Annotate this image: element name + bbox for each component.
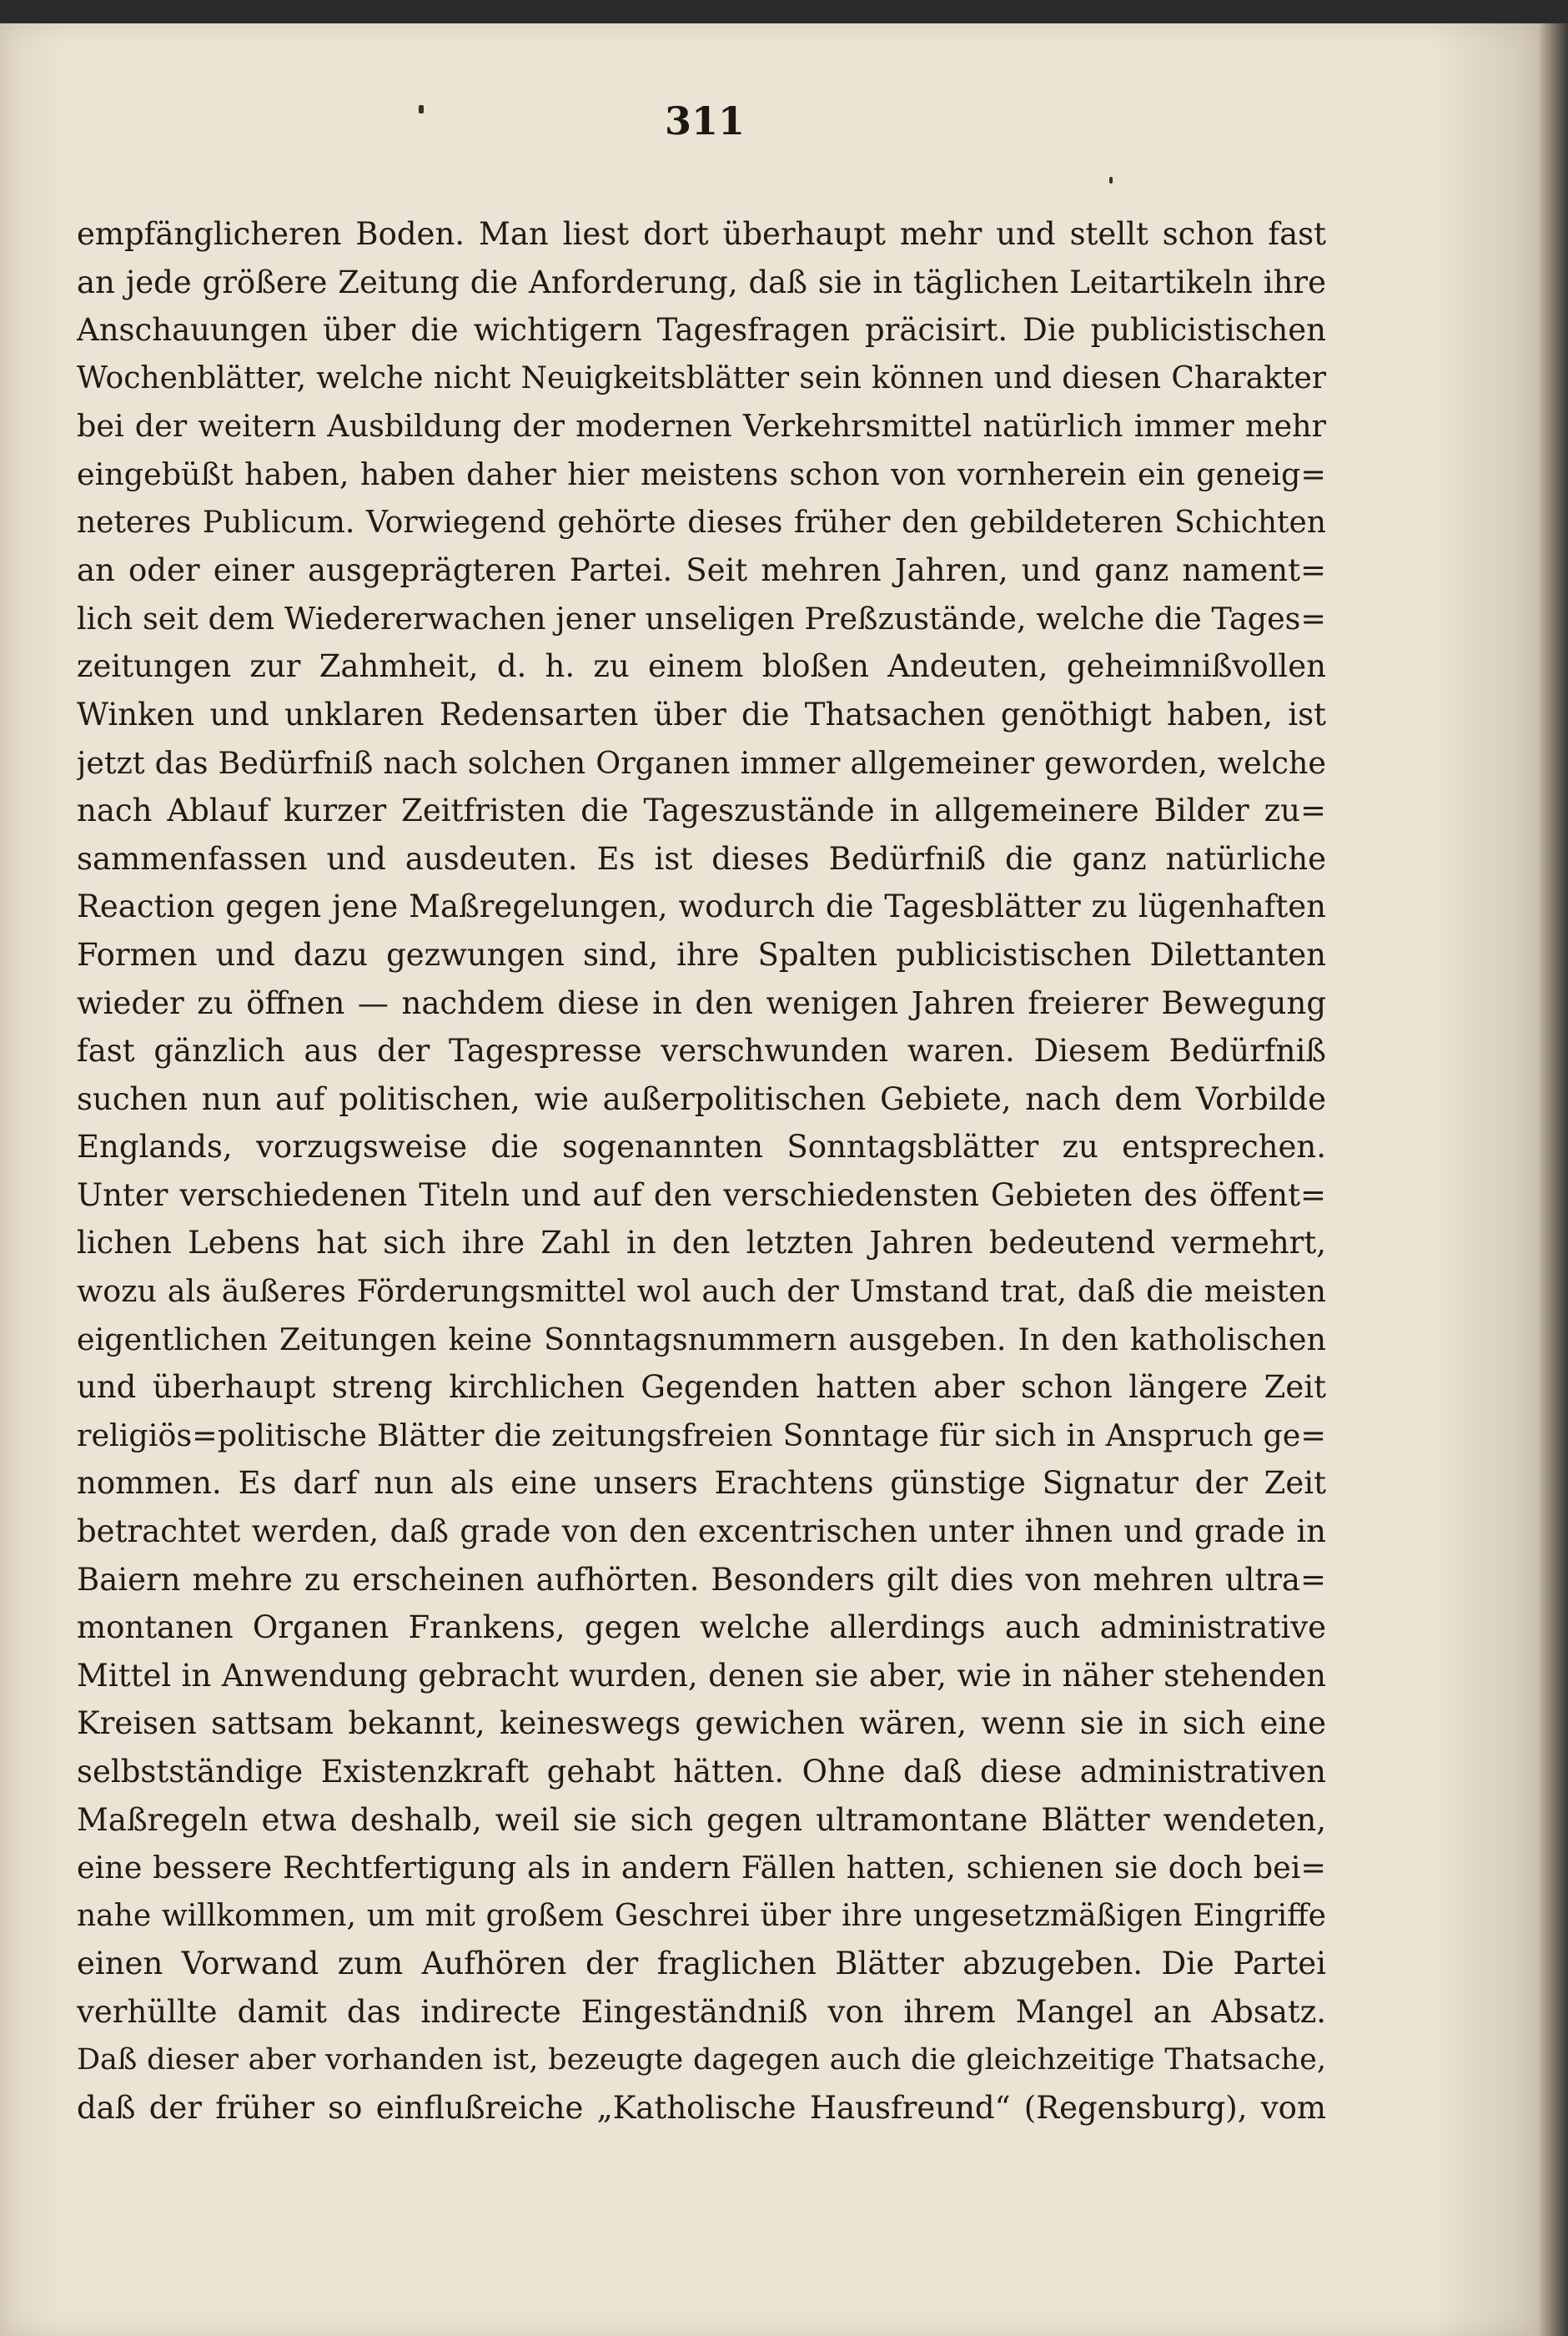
text-line: daß der früher so einflußreiche „Katholische Hausfreund“ (Regensburg), vom [77, 2090, 1326, 2127]
text-line: Unter verschiedenen Titeln und auf den verschiedensten Gebieten des öffent= [77, 1176, 1326, 1213]
text-line: wieder zu öffnen — nachdem diese in den wenigen Jahren freierer Bewegung [77, 984, 1326, 1021]
text-line: wozu als äußeres Förderungsmittel wol auch der Umstand trat, daß die meisten [77, 1273, 1326, 1310]
text-line: neteres Publicum. Vorwiegend gehörte dieses früher den gebildeteren Schichten [77, 505, 1326, 540]
text-line: sammenfassen und ausdeuten. Es ist dieses Bedürfniß die ganz natürliche [77, 840, 1326, 877]
text-line: Englands, vorzugsweise die sogenannten Sonntagsblätter zu entsprechen. [77, 1129, 1326, 1165]
text-line: religiös=politische Blätter die zeitungsfreien Sonntage für sich in Anspruch ge= [77, 1417, 1326, 1453]
text-line: nommen. Es darf nun als eine unsers Erachtens günstige Signatur der Zeit [77, 1465, 1326, 1502]
text-line: jetzt das Bedürfniß nach solchen Organen immer allgemeiner geworden, welche [77, 744, 1326, 781]
text-line: Winken und unklaren Redensarten über die Thatsachen genöthigt haben, ist [77, 696, 1326, 733]
text-line: fast gänzlich aus der Tagespresse verschwunden waren. Diesem Bedürfniß [77, 1033, 1326, 1070]
text-line: selbstständige Existenzkraft gehabt hätten. Ohne daß diese administrativen [77, 1754, 1326, 1790]
text-line: Baiern mehre zu erscheinen aufhörten. Besonders gilt dies von mehren ultra= [77, 1561, 1326, 1598]
text-line: lichen Lebens hat sich ihre Zahl in den letzten Jahren bedeutend vermehrt, [77, 1225, 1326, 1261]
text-line: Maßregeln etwa deshalb, weil sie sich gegen ultramontane Blätter wendeten, [77, 1801, 1326, 1838]
text-line: Anschauungen über die wichtigern Tagesfragen präcisirt. Die publicistischen [77, 312, 1326, 349]
body-text [77, 210, 1326, 2132]
page-number: 311 [664, 98, 746, 143]
text-line: Daß dieser aber vorhanden ist, bezeugte dagegen auch die gleichzeitige Thatsache, [77, 2042, 1326, 2077]
text-line: nach Ablauf kurzer Zeitfristen die Tageszustände in allgemeinere Bilder zu= [77, 793, 1326, 829]
text-line: bei der weitern Ausbildung der modernen Verkehrsmittel natürlich immer mehr [77, 408, 1326, 445]
text-line: Reaction gegen jene Maßregelungen, wodurch die Tagesblätter zu lügenhaften [77, 889, 1326, 925]
text-line: eingebüßt haben, haben daher hier meistens schon von vornherein ein geneig= [77, 456, 1326, 492]
text-line: nahe willkommen, um mit großem Geschrei über ihre ungesetzmäßigen Eingriffe [77, 1898, 1326, 1933]
ink-speck [1109, 177, 1113, 184]
text-line: eigentlichen Zeitungen keine Sonntagsnummern ausgeben. In den katholischen [77, 1321, 1326, 1357]
text-line: Mittel in Anwendung gebracht wurden, denen sie aber, wie in näher stehenden [77, 1657, 1326, 1694]
page-edge [1540, 23, 1568, 2336]
text-line: Wochenblätter, welche nicht Neuigkeitsblätter sein können und diesen Charakter [77, 360, 1326, 395]
text-line: an jede größere Zeitung die Anforderung, daß sie in täglichen Leitartikeln ihre [77, 264, 1326, 300]
text-line: an oder einer ausgeprägteren Partei. Seit mehren Jahren, und ganz nament= [77, 552, 1326, 589]
text-line: suchen nun auf politischen, wie außerpolitischen Gebiete, nach dem Vorbilde [77, 1080, 1326, 1117]
text-line: Kreisen sattsam bekannt, keineswegs gewichen wären, wenn sie in sich eine [77, 1705, 1326, 1742]
text-line: zeitungen zur Zahmheit, d. h. zu einem bloßen Andeuten, geheimnißvollen [77, 648, 1326, 685]
text-line: empfänglicheren Boden. Man liest dort überhaupt mehr und stellt schon fast [77, 216, 1326, 252]
text-line: einen Vorwand zum Aufhören der fraglichen Blätter abzugeben. Die Partei [77, 1946, 1326, 1982]
text-line: eine bessere Rechtfertigung als in andern Fällen hatten, schienen sie doch bei= [77, 1850, 1326, 1886]
text-line: lich seit dem Wiedererwachen jener unseligen Preßzustände, welche die Tages= [77, 600, 1326, 637]
text-line: montanen Organen Frankens, gegen welche allerdings auch administrative [77, 1609, 1326, 1646]
text-line: betrachtet werden, daß grade von den excentrischen unter ihnen und grade in [77, 1513, 1326, 1550]
text-line: verhüllte damit das indirecte Eingeständniß von ihrem Mangel an Absatz. [77, 1993, 1326, 2030]
text-line: Formen und dazu gezwungen sind, ihre Spalten publicistischen Dilettanten [77, 936, 1326, 973]
text-line: und überhaupt streng kirchlichen Gegenden hatten aber schon längere Zeit [77, 1369, 1326, 1406]
